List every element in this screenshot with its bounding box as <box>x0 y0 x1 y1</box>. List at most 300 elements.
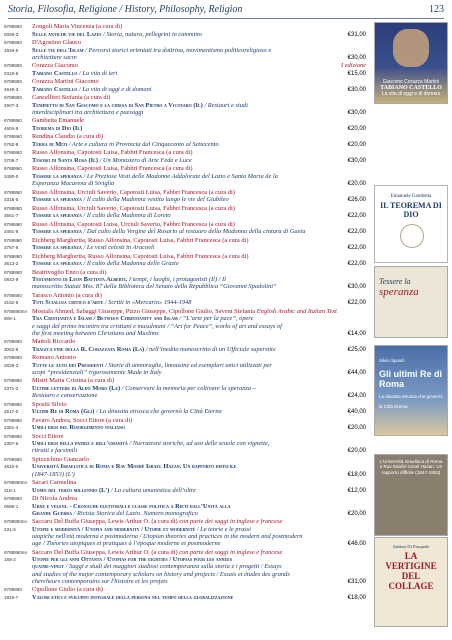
isbn-code: 3315-5 <box>4 197 19 203</box>
entry-text <box>32 338 366 345</box>
entry-text <box>32 487 344 494</box>
entry-text <box>32 237 366 244</box>
entry-text <box>32 276 366 283</box>
title-text: Tessere la speranza <box>32 172 82 180</box>
entry-text <box>32 456 366 463</box>
entry-line <box>4 594 366 602</box>
book-title[interactable] <box>32 346 276 353</box>
title-text: Ultime lettere di Aldo Moro (Le) <box>32 384 121 392</box>
language-note: con parte dei saggi in inglese e francese <box>179 548 283 556</box>
catalog-entry <box>4 408 366 416</box>
isbn-code: 9788860 <box>4 292 22 298</box>
entry-text <box>32 260 344 267</box>
entry-continuation <box>4 571 366 578</box>
book-title[interactable] <box>32 70 117 77</box>
book-title[interactable] <box>32 463 236 470</box>
book-title[interactable] <box>32 157 192 164</box>
book-title: Grande Guerra <box>32 509 72 517</box>
book-title[interactable] <box>32 196 229 203</box>
entry-line <box>4 165 366 172</box>
book-subtitle: utopiche nell'età moderna e postmoderna / Utopian theories and practices in the modern and postmodern <box>32 532 303 540</box>
isbn-code: 9788860 <box>4 221 22 227</box>
book-title[interactable] <box>32 244 155 251</box>
cover-author: Giacomo Corazza Martini <box>382 79 440 85</box>
entry-text <box>32 292 366 299</box>
catalog-author-line <box>4 377 366 384</box>
entry-line <box>4 276 366 283</box>
price: €22,00 <box>347 229 366 236</box>
entry-continuation <box>4 563 366 570</box>
isbn-code: 9788860 <box>4 150 22 156</box>
entry-text <box>32 196 344 203</box>
title-text: Tesoro di Santa Rosa (Il) <box>32 156 98 164</box>
book-title[interactable] <box>32 299 192 306</box>
entry-text <box>32 205 366 212</box>
continuation-text <box>32 447 344 454</box>
catalog-author-line <box>4 433 366 440</box>
entry-text <box>32 31 344 38</box>
entry-line <box>4 408 366 416</box>
catalog-entry <box>4 526 366 549</box>
entry-text <box>32 417 366 424</box>
book-subtitle: / Rivista Storica del Lazio. Numero monografico <box>73 509 198 517</box>
book-subtitle: / Saggi e studi dei maggiori studiosi contemporanea sulla storia e i progetti / Essays <box>65 563 282 571</box>
isbn-code: 909-1 <box>4 316 16 322</box>
author-name: Cancellieri Stefania (a cura di) <box>32 94 111 102</box>
catalog-entry <box>4 70 366 78</box>
title-text: Testamento di Leon Battista Alberti. <box>32 276 128 284</box>
cover-title-2: speranza <box>379 286 419 298</box>
book-subtitle: / Narrazioni storiche, ad uso delle scuole con vignette, <box>129 440 270 448</box>
entry-line <box>4 417 366 424</box>
entry-line <box>4 125 366 133</box>
entry-text <box>32 362 366 369</box>
title-text: Tessere la speranza <box>32 260 82 268</box>
catalog-author-line <box>4 308 366 315</box>
cover-title: L'Università Israelitica di Roma e Rav Moshè Israel Hazan. Un rapporto difficile (1847-1853) <box>379 459 443 475</box>
entry-line <box>4 315 366 322</box>
continuation-text <box>32 109 344 116</box>
catalog-entry <box>4 212 366 220</box>
isbn-code: 3491-6 <box>4 229 19 235</box>
entry-text <box>32 308 366 315</box>
price: €30,00 <box>347 54 366 61</box>
title-text: Tessere la speranza <box>32 244 82 252</box>
isbn-code: 9788860 <box>4 433 22 439</box>
book-subtitle: / Le teorie e le prassi <box>196 525 251 533</box>
author-name: Rendina Claudio (a cura di) <box>32 133 103 141</box>
cover-title: Gli ultimi Re di Roma <box>379 369 443 389</box>
catalog-author-line <box>4 338 366 345</box>
entry-line <box>4 518 366 525</box>
catalog-author-line <box>4 149 366 156</box>
entry-text <box>32 526 366 533</box>
catalog-author-line <box>4 354 366 361</box>
book-subtitle: / Storia, natura, pellegrini in cammino <box>102 30 202 38</box>
entry-line <box>4 385 366 392</box>
title-text: Tempietto di San Giacomo e la chiesa di San Pietro a Vicovaro (Il) <box>32 101 203 109</box>
catalog-entry <box>4 228 366 236</box>
book-title[interactable] <box>32 362 272 369</box>
catalog-author-line <box>4 165 366 172</box>
entry-line <box>4 377 366 384</box>
book-subtitle: / La dinastia etrusca che governò la Città Eterna <box>96 408 222 416</box>
title-text: Terra di Miti <box>32 140 68 148</box>
title-text: Uomo del terzo millennio (L') <box>32 486 110 494</box>
title-text: Utopie e modernità / Utopia and modernity / Utopie et modernité <box>32 525 196 533</box>
catalog-entry <box>4 260 366 268</box>
price: €20,00 <box>347 448 366 455</box>
catalog-entry <box>4 157 366 165</box>
book-subtitle: / Storie di ammiraglie, limousine ed esemplari unici utilizzati per <box>105 361 272 369</box>
entry-text <box>32 377 366 384</box>
catalog-author-line <box>4 189 366 196</box>
continuation-text <box>32 369 344 376</box>
entry-text <box>32 62 337 69</box>
entry-line <box>4 292 366 299</box>
book-title[interactable] <box>32 594 233 601</box>
continuation-text <box>32 180 344 187</box>
title-text: Sulle vie dell'Islam <box>32 46 84 54</box>
catalog-author-line <box>4 401 366 408</box>
entry-line <box>4 549 366 556</box>
isbn-code: 9788860nn <box>4 308 27 314</box>
cover-author: Andrea Di Pasquale <box>392 544 430 549</box>
isbn-code: 3152-5 <box>4 300 19 306</box>
entry-text <box>32 47 366 54</box>
isbn-code: 2626-3 <box>4 362 19 368</box>
catalog-entry <box>4 594 366 602</box>
book-subtitle: / Le Preziose Vesti delle Madonne Addolorate del Lazio e Santa Maria de la <box>83 172 278 180</box>
book-subtitle: / Percorsi storici orientati tra dottrina, movimentismo politicoreligioso e <box>85 46 272 54</box>
author-name: Russo Alfonsina, Capotosti Luisa, Fabbri Francesca (a cura di) <box>32 149 193 157</box>
entry-line <box>4 221 366 228</box>
author-name: Spizzichino Giancarlo <box>32 455 89 463</box>
entry-line <box>4 346 366 354</box>
entry-text <box>32 495 366 502</box>
catalog-entry <box>4 102 366 117</box>
catalog-entry <box>4 86 366 94</box>
isbn-code: 9788860nn <box>4 519 27 525</box>
book-cover-teorema[interactable] <box>374 185 448 263</box>
price: €22,00 <box>347 300 366 307</box>
entry-text <box>32 518 366 525</box>
entry-line <box>4 495 366 502</box>
entry-line <box>4 526 366 533</box>
entry-line <box>4 70 366 78</box>
catalog-list <box>4 23 366 602</box>
entry-text <box>32 117 366 124</box>
entry-text <box>32 23 366 30</box>
book-subtitle: / La cultura umanistica dell’oltre <box>110 486 196 494</box>
title-text: Umili eroi del Risorgimento italiano <box>32 424 126 432</box>
book-subtitle: scopi “presidenziali” rigorosamente Made in Italy <box>32 368 162 376</box>
catalog-entry <box>4 299 366 307</box>
isbn-code: 3706-7 <box>4 157 19 163</box>
catalog-entry <box>4 463 366 478</box>
isbn-code: 1819-7 <box>4 594 19 600</box>
author-name: Eichberg Margherita, Russo Alfonsina, Capotosti Luisa, Fabbri Francesca (a cura di) <box>32 252 249 260</box>
entry-text <box>32 212 344 219</box>
continuation-text <box>32 392 344 399</box>
catalog-entry <box>4 440 366 455</box>
book-title[interactable] <box>32 31 202 38</box>
entry-text <box>32 125 344 132</box>
catalog-author-line <box>4 549 366 556</box>
book-subtitle: the first meeting between Christians and Muslims <box>32 329 159 337</box>
price: €44,00 <box>347 369 366 376</box>
entry-line <box>4 102 366 109</box>
catalog-author-line <box>4 586 366 593</box>
entry-line <box>4 117 366 124</box>
entry-text <box>32 594 344 601</box>
isbn-code: 9788860 <box>4 401 22 407</box>
book-cover-tessere[interactable] <box>374 266 448 338</box>
portrait-image <box>393 29 429 67</box>
author-name: Russo Alfonsina, Urciuli Saverio, Capotosti Luisa, Fabbri Francesca (a cura di) <box>32 188 235 196</box>
book-cover-tabiano[interactable] <box>374 22 448 104</box>
book-subtitle: / Le vesti celesti in Aracoeli <box>83 244 155 252</box>
entry-text <box>32 408 344 415</box>
entry-line <box>4 456 366 463</box>
book-title[interactable] <box>32 440 269 447</box>
isbn-code: 9788860 <box>4 166 22 172</box>
book-title[interactable] <box>32 47 271 54</box>
cover-subtitle: La vita di oggi e di domani <box>381 91 441 97</box>
entry-line <box>4 23 366 30</box>
price: €30,00 <box>347 109 366 116</box>
book-title[interactable] <box>32 86 152 93</box>
author-name: Di Nicola Andrea <box>32 495 78 503</box>
book-subtitle: Restauro e conservazione <box>32 392 98 400</box>
book-title[interactable] <box>32 228 305 235</box>
section-title: Storia, Filosofia, Religione / History, Philosophy, Religion <box>8 4 243 15</box>
entry-text <box>32 86 344 93</box>
catalog-author-line <box>4 221 366 228</box>
isbn-code: 9788860 <box>4 456 22 462</box>
author-name: Russo Alfonsina, Capotosti Luisa, Urciuli Saverio, Fabbri Francesca (a cura di) <box>32 220 235 228</box>
book-title[interactable] <box>32 503 230 510</box>
entry-text <box>32 401 366 408</box>
book-cover-ultimi-re[interactable] <box>374 345 448 436</box>
book-subtitle: (1847-1853) (L') <box>32 470 75 478</box>
price: €18,00 <box>347 594 366 601</box>
isbn-code: 2351-4 <box>4 425 19 431</box>
entry-text <box>32 133 366 140</box>
cover-title: TABIANO CASTELLO <box>380 85 442 91</box>
isbn-code: 9788860 <box>4 253 22 259</box>
price: €25,00 <box>347 346 366 353</box>
entry-text <box>32 157 344 164</box>
book-title[interactable] <box>32 173 278 180</box>
price: €30,00 <box>347 86 366 93</box>
title-text: Tutte le auto dei Presidenti <box>32 361 104 369</box>
entry-text <box>32 354 366 361</box>
entry-text <box>32 165 366 172</box>
language-note: English Arabic and Italian Text <box>256 307 337 315</box>
isbn-code: 9788860 <box>4 189 22 195</box>
isbn-code: 9788860 <box>4 496 22 502</box>
book-subtitle: I tempi, i luoghi, i protagonisti (Il) / Il <box>128 276 226 284</box>
book-subtitle: / Un Monastero di Arte Fede e Luce <box>99 156 192 164</box>
entry-line <box>4 401 366 408</box>
entry-text <box>32 549 366 556</box>
catalog-entry <box>4 173 366 188</box>
price: €30,00 <box>347 157 366 164</box>
isbn-code: 9788860nn <box>4 549 27 555</box>
author-name: Corazza Martini Giacomo <box>32 78 99 86</box>
catalog-author-line <box>4 78 366 85</box>
entry-text <box>32 70 344 77</box>
entry-line <box>4 556 366 563</box>
title-text: Utopie per gli anni Ottanta / Utopias for the eighties / Utopias pour les années <box>32 556 232 564</box>
cover-author: Silvio Spositi <box>379 358 405 363</box>
title-text: Tessere la speranza <box>32 212 82 220</box>
catalog-entry <box>4 556 366 586</box>
book-subtitle: / La vita di ieri <box>78 69 118 77</box>
isbn-code: 9788860 <box>4 378 22 384</box>
book-subtitle: / La vita di oggi e di domani <box>78 85 152 93</box>
entry-text <box>32 141 344 148</box>
entry-continuation <box>4 471 366 479</box>
book-title[interactable] <box>32 385 256 392</box>
isbn-code: 3613-2 <box>4 261 19 267</box>
author-name: Beatrivoglio Enzo (a cura di) <box>32 268 107 276</box>
book-title[interactable] <box>32 276 226 283</box>
entry-continuation <box>4 180 366 188</box>
entry-continuation <box>4 54 366 62</box>
cover-title: LA VERTIGINE DEL COLLAGE <box>385 551 437 591</box>
isbn-code: 9788860 <box>4 63 22 69</box>
isbn-code: 9788860 <box>4 134 22 140</box>
book-title[interactable] <box>32 141 219 148</box>
catalog-author-line <box>4 39 366 46</box>
book-title[interactable] <box>32 102 248 109</box>
title-text: Università Israelitica di Roma e Rav Moshè Israel Hazan. Un rapporto difficile <box>32 463 237 471</box>
continuation-text <box>32 563 366 570</box>
entry-continuation <box>4 330 366 338</box>
author-name: Russo Alfonsina, Urciuli Saverio, Capotosti Luisa, Fabbri Francesca (a cura di) <box>32 204 235 212</box>
title-text: Toti Scialoja critico d'arte <box>32 299 104 307</box>
title-text: Urne e veleni. - Cronache elettorali e classe politica a Rieti dall’Unità alla <box>32 502 231 510</box>
catalog-entry <box>4 362 366 377</box>
author-name: Saccaro Del Buffa Giuseppa, Lewis Arthur O. (a cura di) <box>32 518 178 526</box>
entry-continuation <box>4 510 366 518</box>
author-name: Zongoli Maria Vincenza (a cura di) <box>32 23 123 30</box>
book-title[interactable] <box>32 212 171 219</box>
price: €46,00 <box>347 541 366 548</box>
isbn-code: 9788860 <box>4 417 22 423</box>
title-text: Ultimi Re di Roma (Gli) <box>32 408 95 416</box>
catalog-entry <box>4 276 366 291</box>
book-subtitle: Esperanza Macarena di Siviglia <box>32 180 115 188</box>
author-name: Mattoli Riccardo <box>32 338 76 346</box>
author-name: D'Agostino Glauco <box>32 39 82 46</box>
author-name: Gambetta Emanuele <box>32 117 84 125</box>
entry-line <box>4 433 366 440</box>
isbn-code: 3551-7 <box>4 213 19 219</box>
catalog-entry <box>4 487 366 495</box>
author-name: Sacari Carmelina <box>32 479 77 487</box>
catalog-author-line <box>4 117 366 124</box>
book-subtitle: / nell’inedito manoscritto di un Ufficiale superstite <box>145 345 276 353</box>
catalog-author-line <box>4 518 366 525</box>
isbn-code: 9788860 <box>4 269 22 275</box>
title-text: Tra Cristianità e Islam / Between Christianity and Islam <box>32 315 178 323</box>
book-title: quatre-vingt <box>32 563 65 571</box>
book-title[interactable] <box>32 315 253 322</box>
book-title[interactable] <box>32 487 196 494</box>
entry-line <box>4 86 366 94</box>
entry-text <box>32 479 366 486</box>
isbn-code: 9788860nn <box>4 480 27 486</box>
continuation-text <box>32 330 344 337</box>
book-subtitle: / Il culto della Madonna vestita lungo le vie del Giubileo <box>83 196 229 204</box>
book-title[interactable] <box>32 260 179 267</box>
entry-text <box>32 440 366 447</box>
book-title[interactable] <box>32 424 125 431</box>
seal-emblem <box>400 224 424 248</box>
catalog-author-line <box>4 133 366 140</box>
entry-text <box>32 221 366 228</box>
entry-text <box>32 463 366 470</box>
title-text: Tragica fine della R. Corazzata Roma (La) <box>32 345 145 353</box>
entry-line <box>4 269 366 276</box>
book-cover-universita[interactable] <box>374 454 448 536</box>
book-subtitle: architetture sacre <box>32 53 77 61</box>
catalog-author-line <box>4 94 366 101</box>
entry-line <box>4 196 366 204</box>
author-name: Favaro Andrea, Socci Ettore (a cura di) <box>32 416 133 424</box>
book-title[interactable] <box>32 408 222 415</box>
book-subtitle: manoscritto Statuti Mss. 87 della Biblioteca del Senato della Repubblica “Giovanni Spadolini” <box>32 283 277 291</box>
entry-text <box>32 39 366 46</box>
isbn-code: 3480-0 <box>4 173 19 179</box>
continuation-text <box>32 54 344 61</box>
isbn-code: 4604-9 <box>4 125 19 131</box>
book-title[interactable] <box>32 125 82 132</box>
author-name: Tarasco Antonio (a cura di) <box>32 291 102 299</box>
book-title[interactable] <box>32 556 232 563</box>
entry-line <box>4 189 366 196</box>
catalog-entry <box>4 47 366 62</box>
price: €20,00 <box>347 125 366 132</box>
book-cover-vertigine[interactable] <box>374 537 448 627</box>
entry-text <box>32 385 366 392</box>
entry-line <box>4 94 366 101</box>
entry-continuation <box>4 392 366 400</box>
isbn-code: 2517-0 <box>4 409 19 415</box>
isbn-code: 9788860 <box>4 24 22 29</box>
isbn-code: 9788860 <box>4 355 22 361</box>
book-title[interactable] <box>32 526 251 533</box>
book-subtitle: / Il culto della Madonna di Loreto <box>83 212 171 220</box>
author-name: Saccaro Del Buffa Giuseppa, Lewis Arthur O. (a cura di) <box>32 548 178 556</box>
entry-line <box>4 487 366 495</box>
price: €31,00 <box>347 578 366 585</box>
title-text: Teorema di Dio (Il) <box>32 124 83 132</box>
isbn-code: 3052-9 <box>4 346 19 352</box>
catalog-entry <box>4 315 366 338</box>
price: €22,00 <box>347 261 366 268</box>
catalog-author-line <box>4 269 366 276</box>
price: €40,00 <box>347 409 366 416</box>
price: €24,00 <box>347 393 366 400</box>
continuation-text <box>32 533 366 540</box>
entry-text <box>32 346 344 353</box>
price: €26,00 <box>347 197 366 204</box>
isbn-code: 0059-3 <box>4 31 19 37</box>
